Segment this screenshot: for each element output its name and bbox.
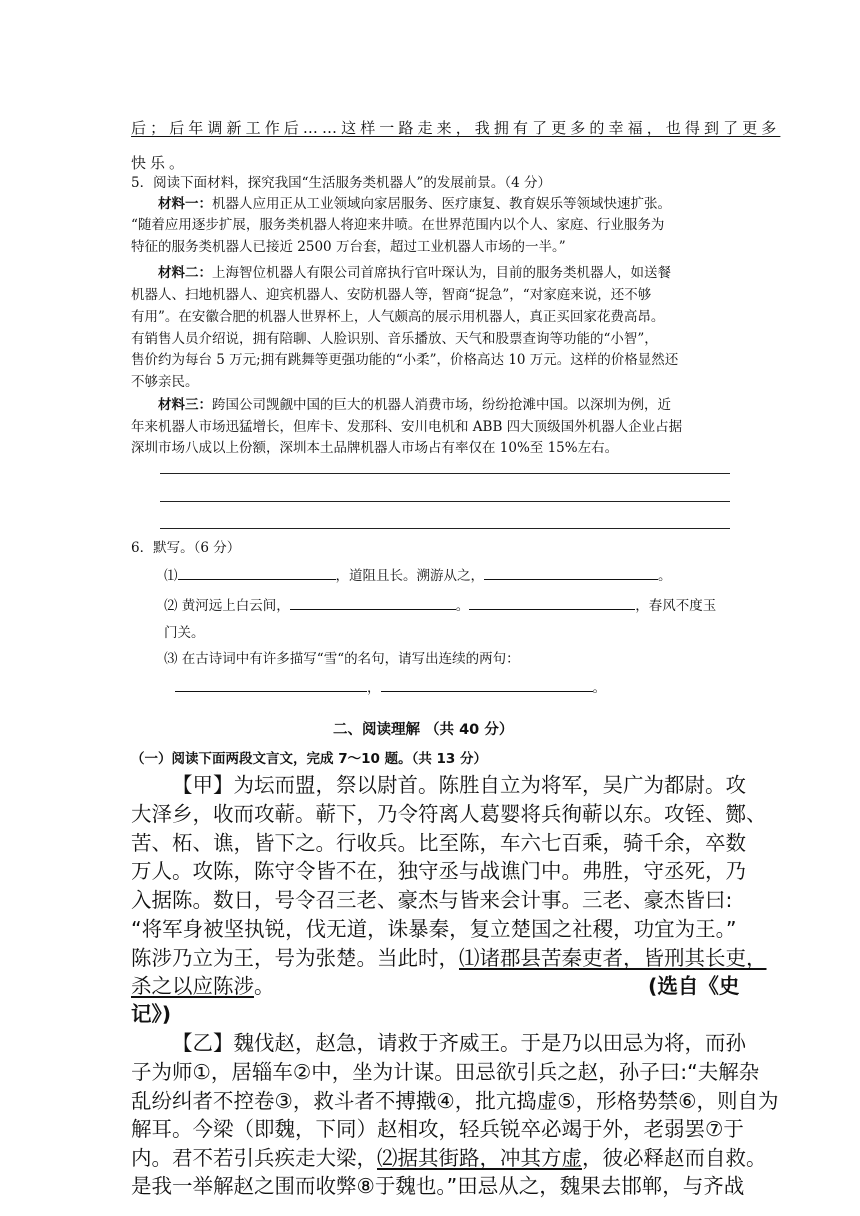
jia-underlined-sentence-2: 杀之以应陈涉 [131, 974, 254, 998]
q6-item2: ⑵ 黄河远上白云间， 。 ，春风不度玉 [164, 595, 716, 615]
jia-line-3: 苦、柘、谯，皆下之。行收兵。比至陈，车六七百乘，骑千余，卒数 [131, 831, 746, 855]
top-line-2: 快乐。 [131, 154, 189, 172]
jia-line-8: 杀之以应陈涉。 [131, 974, 275, 998]
q6-item2-blank2[interactable] [469, 595, 635, 610]
top-line-1 [131, 117, 780, 138]
q6-item1-blank1[interactable] [178, 565, 336, 580]
answer-line-3[interactable] [160, 528, 730, 529]
q5-material2-label: 材料二： [158, 265, 212, 281]
section2-subtitle: （一）阅读下面两段文言文，完成 7～10 题。（共 13 分） [131, 751, 488, 767]
jia-source-cont: 记》) [131, 1002, 172, 1026]
q5-stem: 5．阅读下面材料，探究我国“生活服务类机器人”的发展前景。（4 分） [131, 175, 552, 191]
answer-line-2[interactable] [160, 501, 730, 502]
q5-material1-line1: 材料一：机器人应用正从工业领域向家居服务、医疗康复、教育娱乐等领域快速扩张。 [158, 196, 671, 212]
yi-line-5: 内。君不若引兵疾走大梁，⑵据其街路，冲其方虚，彼必释赵而自救。 [131, 1146, 767, 1170]
jia-line-5: 入据陈。数日，号令召三老、豪杰与皆来会计事。三老、豪杰皆曰: [131, 888, 733, 912]
jia-line-1: 【甲】为坛而盟，祭以尉首。陈胜自立为将军，吴广为都尉。攻 [172, 773, 746, 797]
q5-material1-line2: “随着应用逐步扩展，服务类机器人将迎来井喷。在世界范围内以个人、家庭、行业服务为 [131, 217, 665, 233]
q6-item3: ⑶ 在古诗词中有许多描写“雪“的名句，请写出连续的两句： [164, 651, 520, 667]
jia-line-7: 陈涉乃立为王，号为张楚。当此时，⑴诸郡县苦秦吏者，皆刑其长吏， [131, 946, 767, 970]
yi-line-3: 乱纷纠者不控卷③，救斗者不搏撠④，批亢捣虚⑤，形格势禁⑥，则自为 [131, 1089, 779, 1113]
q5-material3-line3: 深圳市场八成以上份额，深圳本土品牌机器人市场占有率仅在 10%至 15%左右。 [131, 440, 619, 456]
q5-material2-line5: 售价约为每台 5 万元;拥有跳舞等更强功能的“小柔”，价格高达 10 万元。这样的价格显然还 [131, 352, 679, 368]
section2-title: 二、阅读理解 （共 40 分） [333, 722, 514, 738]
answer-line-1[interactable] [160, 473, 730, 474]
q6-item3-blank2[interactable] [381, 677, 593, 692]
q5-material3-label: 材料三： [158, 397, 212, 413]
jia-line-6: “将军身被坚执锐，伐无道，诛暴秦，复立楚国之社稷，功宜为王。” [131, 917, 737, 941]
top-line-1-underlined: 后；后年调新工作后……这样一路走来，我拥有了更多的幸福，也得到了更多 [131, 119, 781, 137]
yi-line-1: 【乙】魏伐赵，赵急，请救于齐威王。于是乃以田忌为将，而孙 [172, 1031, 746, 1055]
q6-stem: 6．默写。（6 分） [131, 540, 241, 556]
q5-material2-line6: 不够亲民。 [131, 374, 199, 390]
q6-item2-cont: 门关。 [164, 625, 205, 641]
jia-line-4: 万人。攻陈，陈守令皆不在，独守丞与战谯门中。弗胜，守丞死，乃 [131, 859, 746, 883]
q6-item1: ⑴ ，道阻且长。溯游从之， 。 [164, 565, 672, 585]
q6-item2-blank1[interactable] [290, 595, 456, 610]
q5-material2-line4: 有销售人员介绍说，拥有陪聊、人脸识别、音乐播放、天气和股票查询等功能的“小智”， [131, 331, 658, 347]
yi-line-6: 是我一举解赵之围而收弊⑧于魏也。”田忌从之，魏果去邯郸，与齐战 [131, 1174, 745, 1198]
q5-material2-line1: 材料二：上海智位机器人有限公司首席执行官叶琛认为，目前的服务类机器人，如送餐 [158, 265, 671, 281]
jia-underlined-sentence-1: ⑴诸郡县苦秦吏者，皆刑其长吏， [459, 946, 767, 970]
jia-source: (选自《史 [648, 974, 740, 998]
q5-material3-line1: 材料三：跨国公司觊觎中国的巨大的机器人消费市场，纷纷抢滩中国。以深圳为例，近 [158, 397, 671, 413]
q5-material1-label: 材料一： [158, 196, 212, 212]
q5-material2-line3: 有用”。在安徽合肥的机器人世界杯上，人气颇高的展示用机器人，真正买回家花费高昂。 [131, 309, 665, 325]
q5-material2-line2: 机器人、扫地机器人、迎宾机器人、安防机器人等，智商“捉急”，“对家庭来说，还不够 [131, 287, 652, 303]
q5-material1-line3: 特征的服务类机器人已接近 2500 万台套，超过工业机器人市场的一半。” [131, 239, 566, 255]
q5-material3-line2: 年来机器人市场迅猛增长，但库卡、发那科、安川电机和 ABB 四大顶级国外机器人企业占据 [131, 419, 683, 435]
yi-line-4: 解耳。今梁（即魏，下同）赵相攻，轻兵锐卒必竭于外，老弱罢⑦于 [131, 1117, 744, 1141]
yi-underlined-sentence: ⑵据其街路，冲其方虚 [377, 1146, 582, 1170]
q6-item3-answer: ， 。 [175, 677, 606, 697]
q6-item3-blank1[interactable] [175, 677, 367, 692]
jia-line-2: 大泽乡，收而攻蕲。蕲下，乃令符离人葛婴将兵徇蕲以东。攻铚、酂、 [131, 802, 767, 826]
q6-item1-blank2[interactable] [484, 565, 658, 580]
yi-line-2: 子为师①，居辎车②中，坐为计谋。田忌欲引兵之赵，孙子曰:“夫解杂 [131, 1060, 760, 1084]
